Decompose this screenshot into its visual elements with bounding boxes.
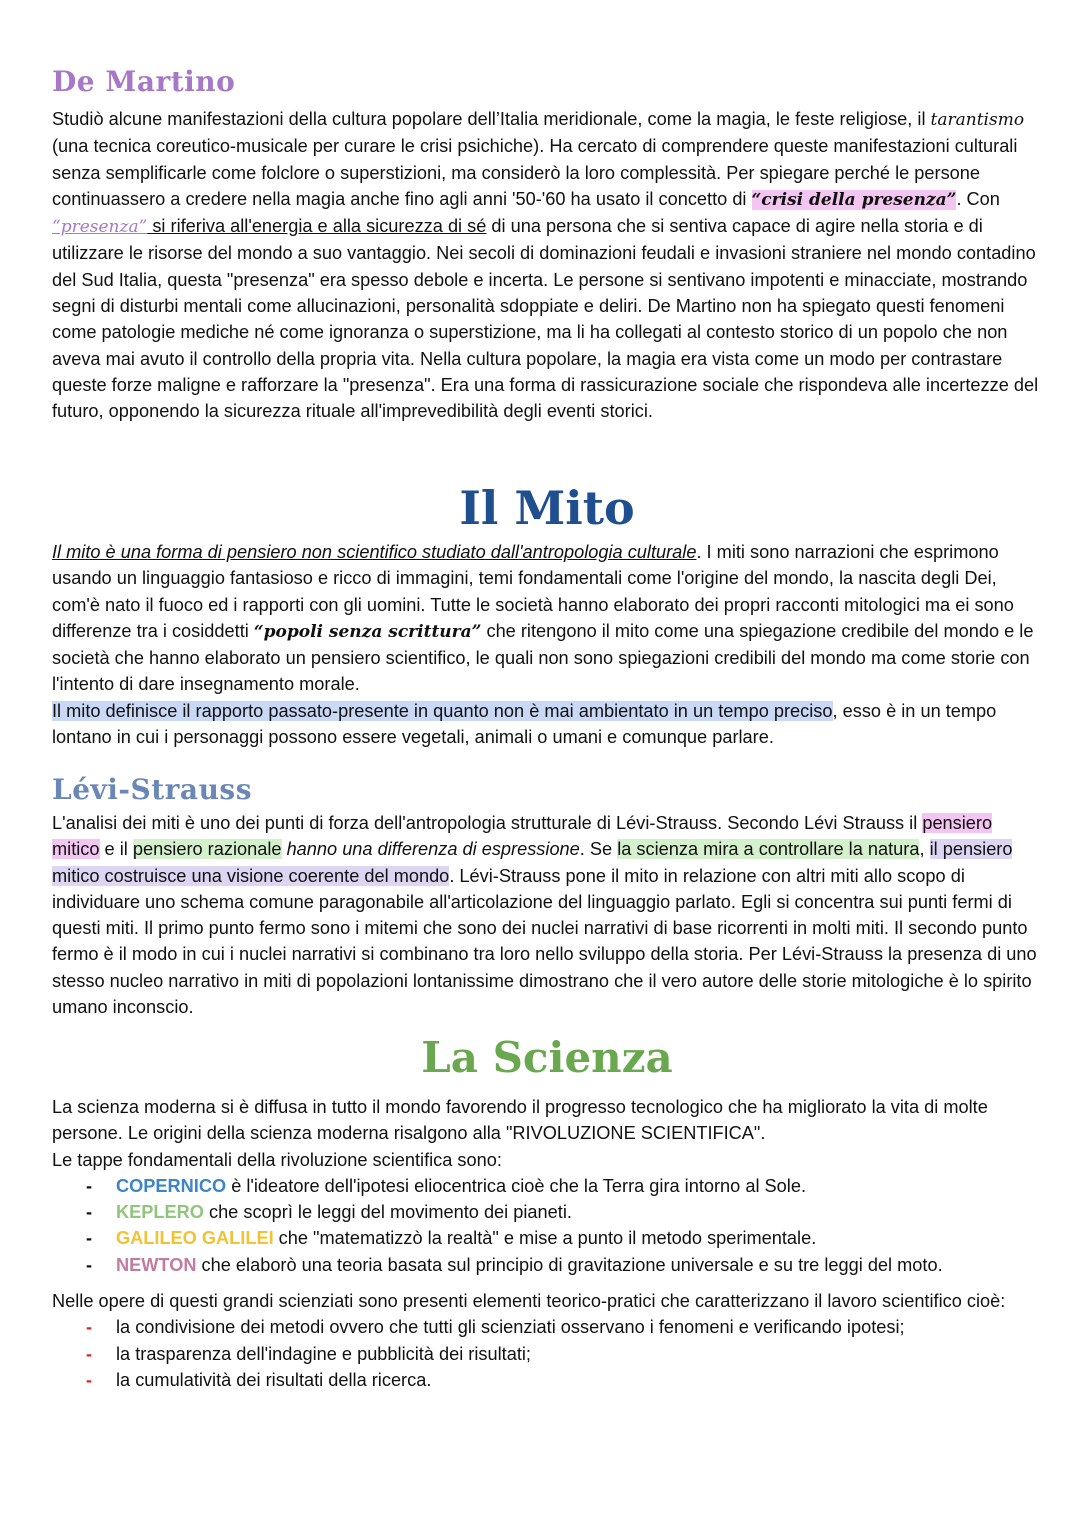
list-item-copernico: - COPERNICO è l'ideatore dell'ipotesi eliocentrica cioè che la Terra gira intorno al Sole.: [52, 1173, 1042, 1199]
underline-mito-intro: Il mito è una forma di pensiero non scientifico studiato dall'antropologia culturale: [52, 542, 697, 562]
highlight-pensiero-razionale: pensiero razionale: [132, 839, 282, 860]
highlight-mitico-costruisce: il pensiero mitico costruisce una visione coerente del mondo: [52, 839, 1013, 886]
paragraph-mito: Il mito è una forma di pensiero non scientifico studiato dall'antropologia culturale. I miti sono narrazioni che esprimono usando un linguaggio fantasioso e ricco di immagini, temi fondamentali come l'origine del mondo, la nascita degli Dei, com'è nato il fuoco ed i rapporti con gli uomini. Tutte le società hanno elaborato dei propri racconti mitologici ma ei sono differenze tra i cosiddetti “popoli senza scrittura” che ritengono il mito come una spiegazione credibile del mondo e le società che hanno elaborato un pensiero scientifico, le quali non sono spiegazioni credibili del mondo ma come storie con l'intento di dare insegnamento morale. Il mito definisce il rapporto passato-presente in quanto non è mai ambientato in un tempo preciso, esso è in un tempo lontano in cui i personaggi possono essere vegetali, animali o umani e comunque parlare.: [52, 542, 1034, 748]
list-item-feature: - la cumulatività dei risultati della ricerca.: [52, 1367, 1042, 1393]
list-item-feature: - la trasparenza dell'indagine e pubblicità dei risultati;: [52, 1341, 1042, 1367]
red-dash-bullet: -: [86, 1317, 93, 1338]
red-dash-bullet: -: [86, 1343, 93, 1364]
underline-presenza-def: si riferiva all'energia e alla sicurezza di sé: [147, 216, 487, 237]
section-levi-strauss: [52, 772, 1042, 1020]
term-presenza: “presenza”: [52, 217, 148, 238]
highlight-pensiero-mitico: pensiero mitico: [52, 813, 993, 860]
name-copernico: COPERNICO: [116, 1175, 227, 1196]
highlight-mito-definisce: Il mito definisce il rapporto passato-presente in quanto non è mai ambientato in un tempo preciso: [52, 700, 833, 721]
paragraph-de-martino: Studiò alcune manifestazioni della cultura popolare dell’Italia meridionale, come la magia, le feste religiose, il tarantismo (una tecnica coreutico-musicale per curare le crisi psichiche). Ha cercato di comprendere queste manifestazioni culturali senza semplificarle come folclore o superstizioni, ma considerò la loro complessità. Per spiegare perché le persone continuassero a credere nella magia anche fino agli anni '50-'60 ha usato il concetto di “crisi della presenza”. Con “presenza” si riferiva all'energia e alla sicurezza di sé di una persona che si sentiva capace di agire nella storia e di utilizzare le risorse del mondo a suo vantaggio. Nei secoli di dominazioni feudali e invasioni straniere nel mondo contadino del Sud Italia, questa "presenza" era spesso debole e incerta. Le persone si sentivano impotenti e minacciate, mostrando segni di disturbi mentali come allucinazioni, personalità sdoppiate e deliri. De Martino non ha spiegato questi fenomeni come patologie mediche né come ignoranza o superstizione, ma li ha collegati al contesto storico di un popolo che non aveva mai avuto il controllo della propria vita. Nella cultura popolare, la magia era vista come un modo per contrastare queste forze maligne e rafforzare la "presenza". Era una forma di rassicurazione sociale che rispondeva alle incertezze del futuro, opponendo la sicurezza rituale all'imprevedibilità degli eventi storici.: [52, 109, 1039, 422]
red-dash-bullet: -: [86, 1369, 93, 1390]
section-de-martino: [52, 64, 1042, 425]
list-item-galileo: - GALILEO GALILEI che "matematizzò la realtà" e mise a punto il metodo sperimentale.: [52, 1225, 1042, 1251]
term-tarantismo: tarantismo: [930, 110, 1025, 130]
dash-bullet: -: [86, 1202, 93, 1223]
paragraph-levi-strauss: L'analisi dei miti è uno dei punti di forza dell'antropologia strutturale di Lévi-Strauss. Secondo Lévi Strauss il pensiero mitico e il pensiero razionale hanno una differenza di espressione. Se la scienza mira a controllare la natura, il pensiero mitico costruisce una visione coerente del mondo. Lévi-Strauss pone il mito in relazione con altri miti allo scopo di individuare uno schema comune paragonabile all'articolazione del linguaggio parlato. Egli si concentra sui punti fermi di questi miti. Il primo punto fermo sono i mitemi che sono dei nuclei narrativi di base ricorrenti in molti miti. Il secondo punto fermo è il modo in cui i nuclei narrativi si combinano tra loro nello sviluppo della storia. Per Lévi-Strauss la presenza di uno stesso nucleo narrativo in miti di popolazioni lontanissime dimostrano che il vero autore delle storie mitologiche è lo spirito umano inconscio.: [52, 813, 1037, 1018]
dash-bullet: -: [86, 1254, 93, 1275]
dash-bullet: -: [86, 1228, 93, 1249]
section-scienza: [52, 1030, 1042, 1393]
name-galileo: GALILEO GALILEI: [116, 1228, 274, 1249]
paragraph-opere: Nelle opere di questi grandi scienziati sono presenti elementi teorico-pratici che caratterizzano il lavoro scientifico cioè:: [52, 1291, 1006, 1312]
paragraph-scienza-intro: La scienza moderna si è diffusa in tutto il mondo favorendo il progresso tecnologico che ha migliorato la vita di molte persone. Le origini della scienza moderna risalgono alla "RIVOLUZIONE SCIENTIFICA".: [52, 1097, 988, 1144]
paragraph-tappe: Le tappe fondamentali della rivoluzione scientifica sono:: [52, 1149, 502, 1170]
list-item-keplero: - KEPLERO che scoprì le leggi del movimento dei pianeti.: [52, 1199, 1042, 1225]
list-item-feature: - la condivisione dei metodi ovvero che tutti gli scienziati osservano i fenomeni e verificando ipotesi;: [52, 1314, 1042, 1340]
list-scientists: [52, 1173, 1042, 1278]
section-mito: [52, 480, 1042, 750]
name-keplero: KEPLERO: [116, 1202, 204, 1223]
heading-scienza: La Scienza: [421, 1033, 673, 1082]
italic-differenza: hanno una differenza di espressione: [286, 839, 580, 860]
highlight-crisi-presenza: “crisi della presenza”: [751, 189, 957, 210]
list-features: [52, 1314, 1042, 1393]
highlight-scienza-mira: la scienza mira a controllare la natura: [617, 839, 920, 860]
heading-levi-strauss: Lévi-Strauss: [52, 773, 252, 806]
dash-bullet: -: [86, 1175, 93, 1196]
term-popoli-senza-scrittura: “popoli senza scrittura”: [253, 621, 482, 642]
name-newton: NEWTON: [116, 1254, 197, 1275]
heading-mito: Il Mito: [459, 481, 635, 535]
heading-de-martino: De Martino: [52, 65, 236, 98]
list-item-newton: - NEWTON che elaborò una teoria basata sul principio di gravitazione universale e su tre leggi del moto.: [52, 1252, 1042, 1278]
